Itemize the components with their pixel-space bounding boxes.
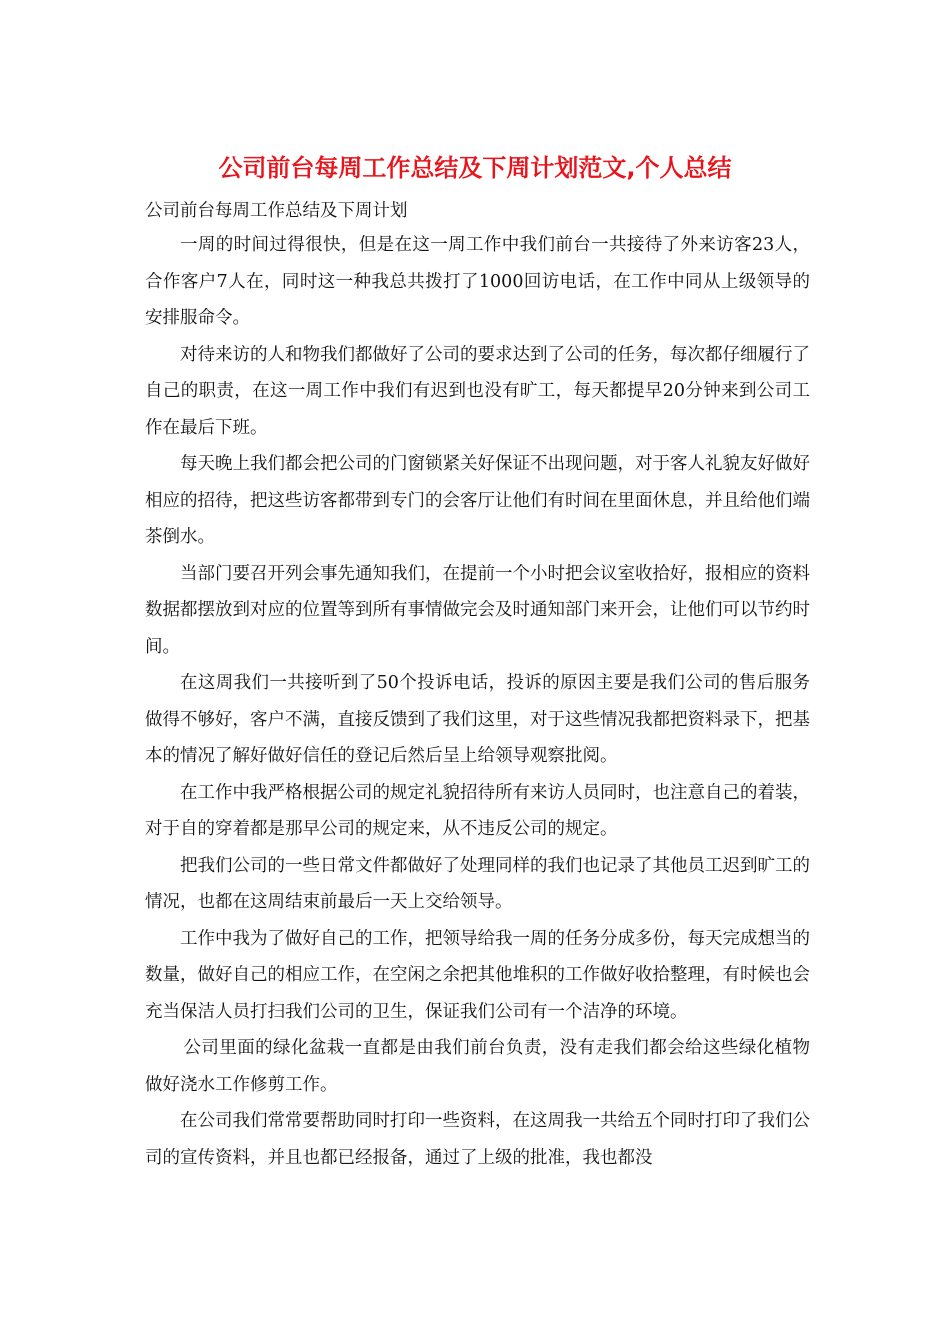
paragraph-1: 一周的时间过得很快，但是在这一周工作中我们前台一共接待了外来访客23人，合作客户7人在，同时这一种我总共拨打了1000回访电话，在工作中同从上级领导的安排服命令。 [145,235,810,328]
document-subtitle: 公司前台每周工作总结及下周计划 [145,201,408,221]
paragraph-5: 在这周我们一共接听到了50个投诉电话，投诉的原因主要是我们公司的售后服务做得不够好，客户不满，直接反馈到了我们这里，对于这些情况我都把资料录下，把基本的情况了解好做好信任的登记后然后呈上给领导观察批阅。 [145,673,810,766]
paragraph-8: 工作中我为了做好自己的工作，把领导给我一周的任务分成多份，每天完成想当的数量，做好自己的相应工作，在空闲之余把其他堆积的工作做好收拾整理，有时候也会充当保洁人员打扫我们公司的卫生，保证我们公司有一个洁净的环境。 [145,928,810,1022]
paragraph-4: 当部门要召开列会事先通知我们，在提前一个小时把会议室收拾好，报相应的资料数据都摆放到对应的位置等到所有事情做完会及时通知部门来开会，让他们可以节约时间。 [145,563,810,657]
paragraph-9: 公司里面的绿化盆栽一直都是由我们前台负责，没有走我们都会给这些绿化植物做好浇水工作修剪工作。 [145,1038,810,1095]
document-body [145,227,810,1176]
paragraph-7: 把我们公司的一些日常文件都做好了处理同样的我们也记录了其他员工迟到旷工的情况，也都在这周结束前最后一天上交给领导。 [145,855,810,912]
paragraph-3: 每天晚上我们都会把公司的门窗锁紧关好保证不出现问题，对于客人礼貌友好做好相应的招待，把这些访客都带到专门的会客厅让他们有时间在里面休息，并且给他们端茶倒水。 [145,454,810,547]
paragraph-2: 对待来访的人和物我们都做好了公司的要求达到了公司的任务，每次都仔细履行了自己的职责，在这一周工作中我们有迟到也没有旷工，每天都提早20分钟来到公司工作在最后下班。 [145,344,810,438]
paragraph-10: 在公司我们常常要帮助同时打印一些资料，在这周我一共给五个同时打印了我们公司的宣传资料，并且也都已经报备，通过了上级的批准，我也都没 [145,1111,810,1168]
document-title: 公司前台每周工作总结及下周计划范文,个人总结 [218,154,732,182]
paragraph-6: 在工作中我严格根据公司的规定礼貌招待所有来访人员同时，也注意自己的着装，对于自的穿着都是那早公司的规定来，从不违反公司的规定。 [145,782,810,839]
